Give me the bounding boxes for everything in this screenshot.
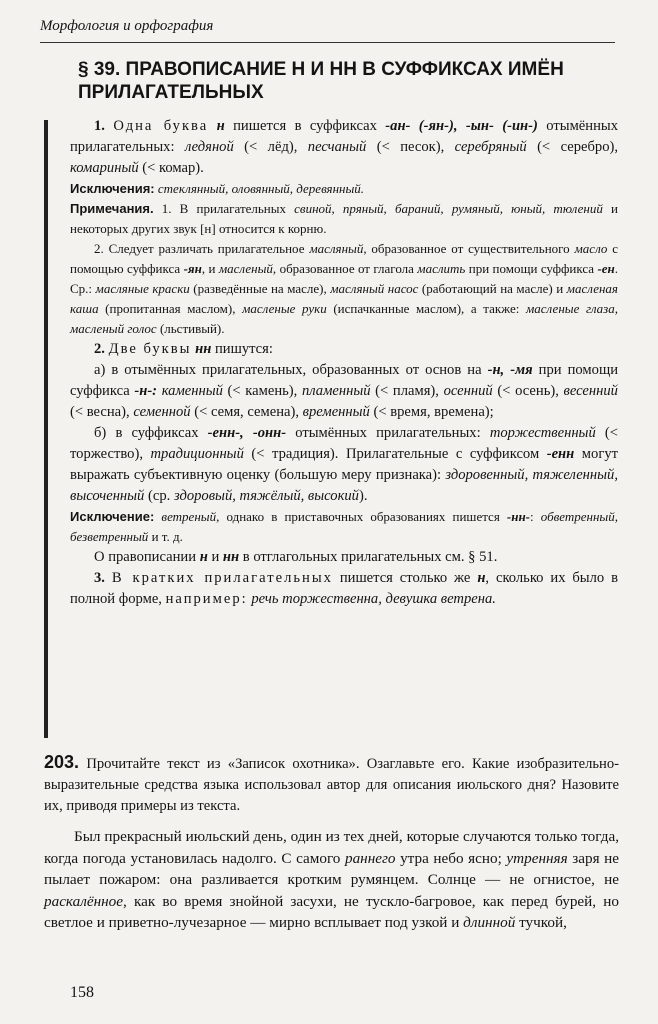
text: (работающий на масле) и: [418, 281, 567, 296]
example-word: ветреный: [161, 509, 217, 524]
example-word: песчаный: [307, 139, 367, 155]
example-word: здоровенный, тяжеленный, высоченный: [70, 467, 618, 504]
suffix: -ан- (-ян-), -ын- (-ин-): [385, 118, 538, 134]
example-word: ледяной: [184, 139, 234, 155]
text: и: [207, 549, 223, 565]
rule-2a: [70, 360, 618, 423]
note-1: [70, 199, 618, 239]
text: (< камень),: [222, 383, 302, 399]
text: (< комар).: [138, 160, 204, 176]
exceptions-1: [70, 179, 618, 199]
rule-1-letter: н: [216, 118, 225, 134]
passage: [44, 826, 619, 934]
rule-sidebar: [44, 120, 48, 738]
rule-2: [70, 339, 618, 360]
example-word: масляный насос: [330, 281, 419, 296]
example-word: масленые глаза, масленый голос: [70, 301, 618, 336]
example-word: масленая каша: [70, 281, 618, 316]
example-word: осенний: [443, 383, 493, 399]
example-word: весенний: [563, 383, 618, 399]
text: (разведённые на масле),: [189, 281, 331, 296]
text: с помощью суффикса: [70, 241, 618, 276]
text: пишется столько же: [332, 570, 478, 586]
text: и некоторых других звук [н] относится к корню.: [70, 201, 618, 236]
text: и т. д.: [148, 529, 183, 544]
example-word: обветренный, безветренный: [70, 509, 618, 544]
exercise: [44, 752, 619, 817]
highlight-word: раскалённое: [44, 892, 124, 910]
highlight-word: длинной: [463, 914, 516, 931]
text: заря не пылает пожаром: она разливается кротким румянцем. Солнце — не огнистое, не: [44, 849, 619, 888]
text: могут выражать субъективную оценку (большую меру признака):: [70, 446, 618, 483]
rule-text: [70, 116, 618, 610]
letter: н: [199, 549, 208, 565]
text: (< пламя),: [370, 383, 444, 399]
example-word: комариный: [70, 160, 139, 176]
text: (< серебро),: [526, 139, 619, 155]
rule-3-num: 3.: [94, 570, 105, 586]
text: пишется в суффиксах: [224, 118, 386, 134]
text: . Ср.:: [70, 261, 619, 296]
rule-1-num: 1.: [94, 118, 105, 134]
example-word: пламенный: [301, 383, 371, 399]
exercise-text: Прочитайте текст из «Записок охотника». Озаглавьте его. Какие изобразительно-выразительные средства языка использовал автор для описания июльского дня? Назовите их, приводя примеры из текста.: [44, 756, 619, 814]
text: , и: [201, 261, 219, 276]
example-word: здоровый, тяжёлый, высокий: [173, 488, 359, 504]
text: , образованное от существительного: [363, 241, 575, 256]
example-word: масло: [574, 241, 608, 256]
example-word: семенной: [133, 404, 191, 420]
text: (ср.: [144, 488, 174, 504]
text: Был прекрасный июльский день, один из тех дней, которые случаются только тогда, когда погода установилась надолго. С самого: [44, 828, 619, 867]
rule-2b: [70, 423, 618, 507]
notes-label: Примечания.: [70, 201, 154, 216]
text: тучкой,: [515, 914, 567, 931]
rule-2-lead: Две буквы: [108, 341, 192, 357]
text: (льстивый).: [156, 321, 225, 336]
text: (пропитанная маслом),: [98, 301, 243, 316]
text: (< осень),: [492, 383, 564, 399]
text: :: [530, 509, 541, 524]
passage-paragraph: [44, 826, 619, 934]
text: , как во время знойной засухи, не тускло-багровое, как перед бурей, но светлое и приветно-лучезарное — мирно всплывает под узкой и: [44, 892, 619, 931]
text: , однако в приставочных образованиях пишется: [216, 509, 507, 524]
suffix: -енн: [546, 446, 575, 462]
example-word: речь торжественна, девушка ветрена.: [251, 591, 496, 607]
highlight-word: раннего: [344, 849, 396, 867]
rule-2-letters: нн: [195, 341, 212, 357]
text: отымённых прилагательных:: [70, 118, 619, 155]
text: 1. В прилагательных: [153, 201, 295, 216]
text: б) в суффиксах: [94, 425, 208, 441]
page-number: 158: [70, 984, 94, 1001]
letters: нн: [222, 549, 240, 565]
example-word: традиционный: [150, 446, 244, 462]
example-word: серебряный: [454, 139, 527, 155]
text: отымённых прилагательных:: [286, 425, 490, 441]
text: пишутся:: [211, 341, 273, 357]
text: (< традиция). Прилагательные с суффиксом: [243, 446, 547, 462]
text: ).: [358, 488, 368, 504]
example-word: масленые руки: [242, 301, 327, 316]
text: (< семя, семена),: [190, 404, 303, 420]
suffix: -ян: [183, 261, 202, 276]
text: при помощи суффикса: [70, 362, 619, 399]
note-2: [70, 239, 618, 339]
text: а) в отымённых прилагательных, образованных от основ на: [94, 362, 488, 378]
rule-3: [70, 568, 618, 610]
highlight-word: утренняя: [506, 849, 568, 867]
example-word: масляные краски: [95, 281, 190, 296]
example-word: временный: [302, 404, 370, 420]
section-title: § 39. ПРАВОПИСАНИЕ Н И НН В СУФФИКСАХ ИМЁН ПРИЛАГАТЕЛЬНЫХ: [78, 59, 564, 103]
suffix: -нн-: [506, 509, 531, 524]
text: утра небо ясно;: [395, 849, 507, 867]
example-lead: например:: [165, 591, 248, 607]
header-rule: [40, 42, 615, 43]
text: (< песок),: [366, 139, 455, 155]
text: (< весна),: [70, 404, 134, 420]
suffix: -ен: [597, 261, 615, 276]
rule-2-num: 2.: [94, 341, 105, 357]
example-word: каменный: [161, 383, 223, 399]
rule-1-lead: Одна буква: [113, 118, 209, 134]
rule-1: [70, 116, 618, 179]
running-head: Морфология и орфография: [40, 18, 214, 34]
text: О правописании: [94, 549, 200, 565]
suffix: -н-:: [134, 383, 158, 399]
text: 2. Следует различать прилагательное: [94, 241, 310, 256]
reference: [70, 547, 618, 568]
example-word: маслить: [417, 261, 466, 276]
text: (< торжество),: [70, 425, 618, 462]
exceptions-words: стеклянный, оловянный, деревянный.: [157, 181, 365, 196]
exception-2: [70, 507, 618, 547]
example-word: свиной, пряный, бараний, румяный, юный, тюлений: [294, 201, 603, 216]
text: , сколько их было в полной форме,: [70, 570, 618, 607]
example-word: масляный: [309, 241, 364, 256]
example-word: масленый: [218, 261, 273, 276]
exceptions-label: Исключения:: [70, 181, 155, 196]
rule-3-lead: В кратких прилагательных: [111, 570, 333, 586]
text: , образованное от глагола: [272, 261, 418, 276]
text: (испачканные маслом), а также:: [326, 301, 526, 316]
text: (< время, времена);: [369, 404, 494, 420]
text: (< лёд),: [233, 139, 308, 155]
suffix: -н, -мя: [487, 362, 533, 378]
suffix: -енн-, -онн-: [207, 425, 287, 441]
text: в отглагольных прилагательных см. § 51.: [239, 549, 498, 565]
exception-label: Исключение:: [70, 509, 155, 524]
text: при помощи суффикса: [465, 261, 598, 276]
example-word: торжественный: [489, 425, 596, 441]
exercise-number: 203.: [44, 752, 80, 772]
letter: н: [477, 570, 486, 586]
